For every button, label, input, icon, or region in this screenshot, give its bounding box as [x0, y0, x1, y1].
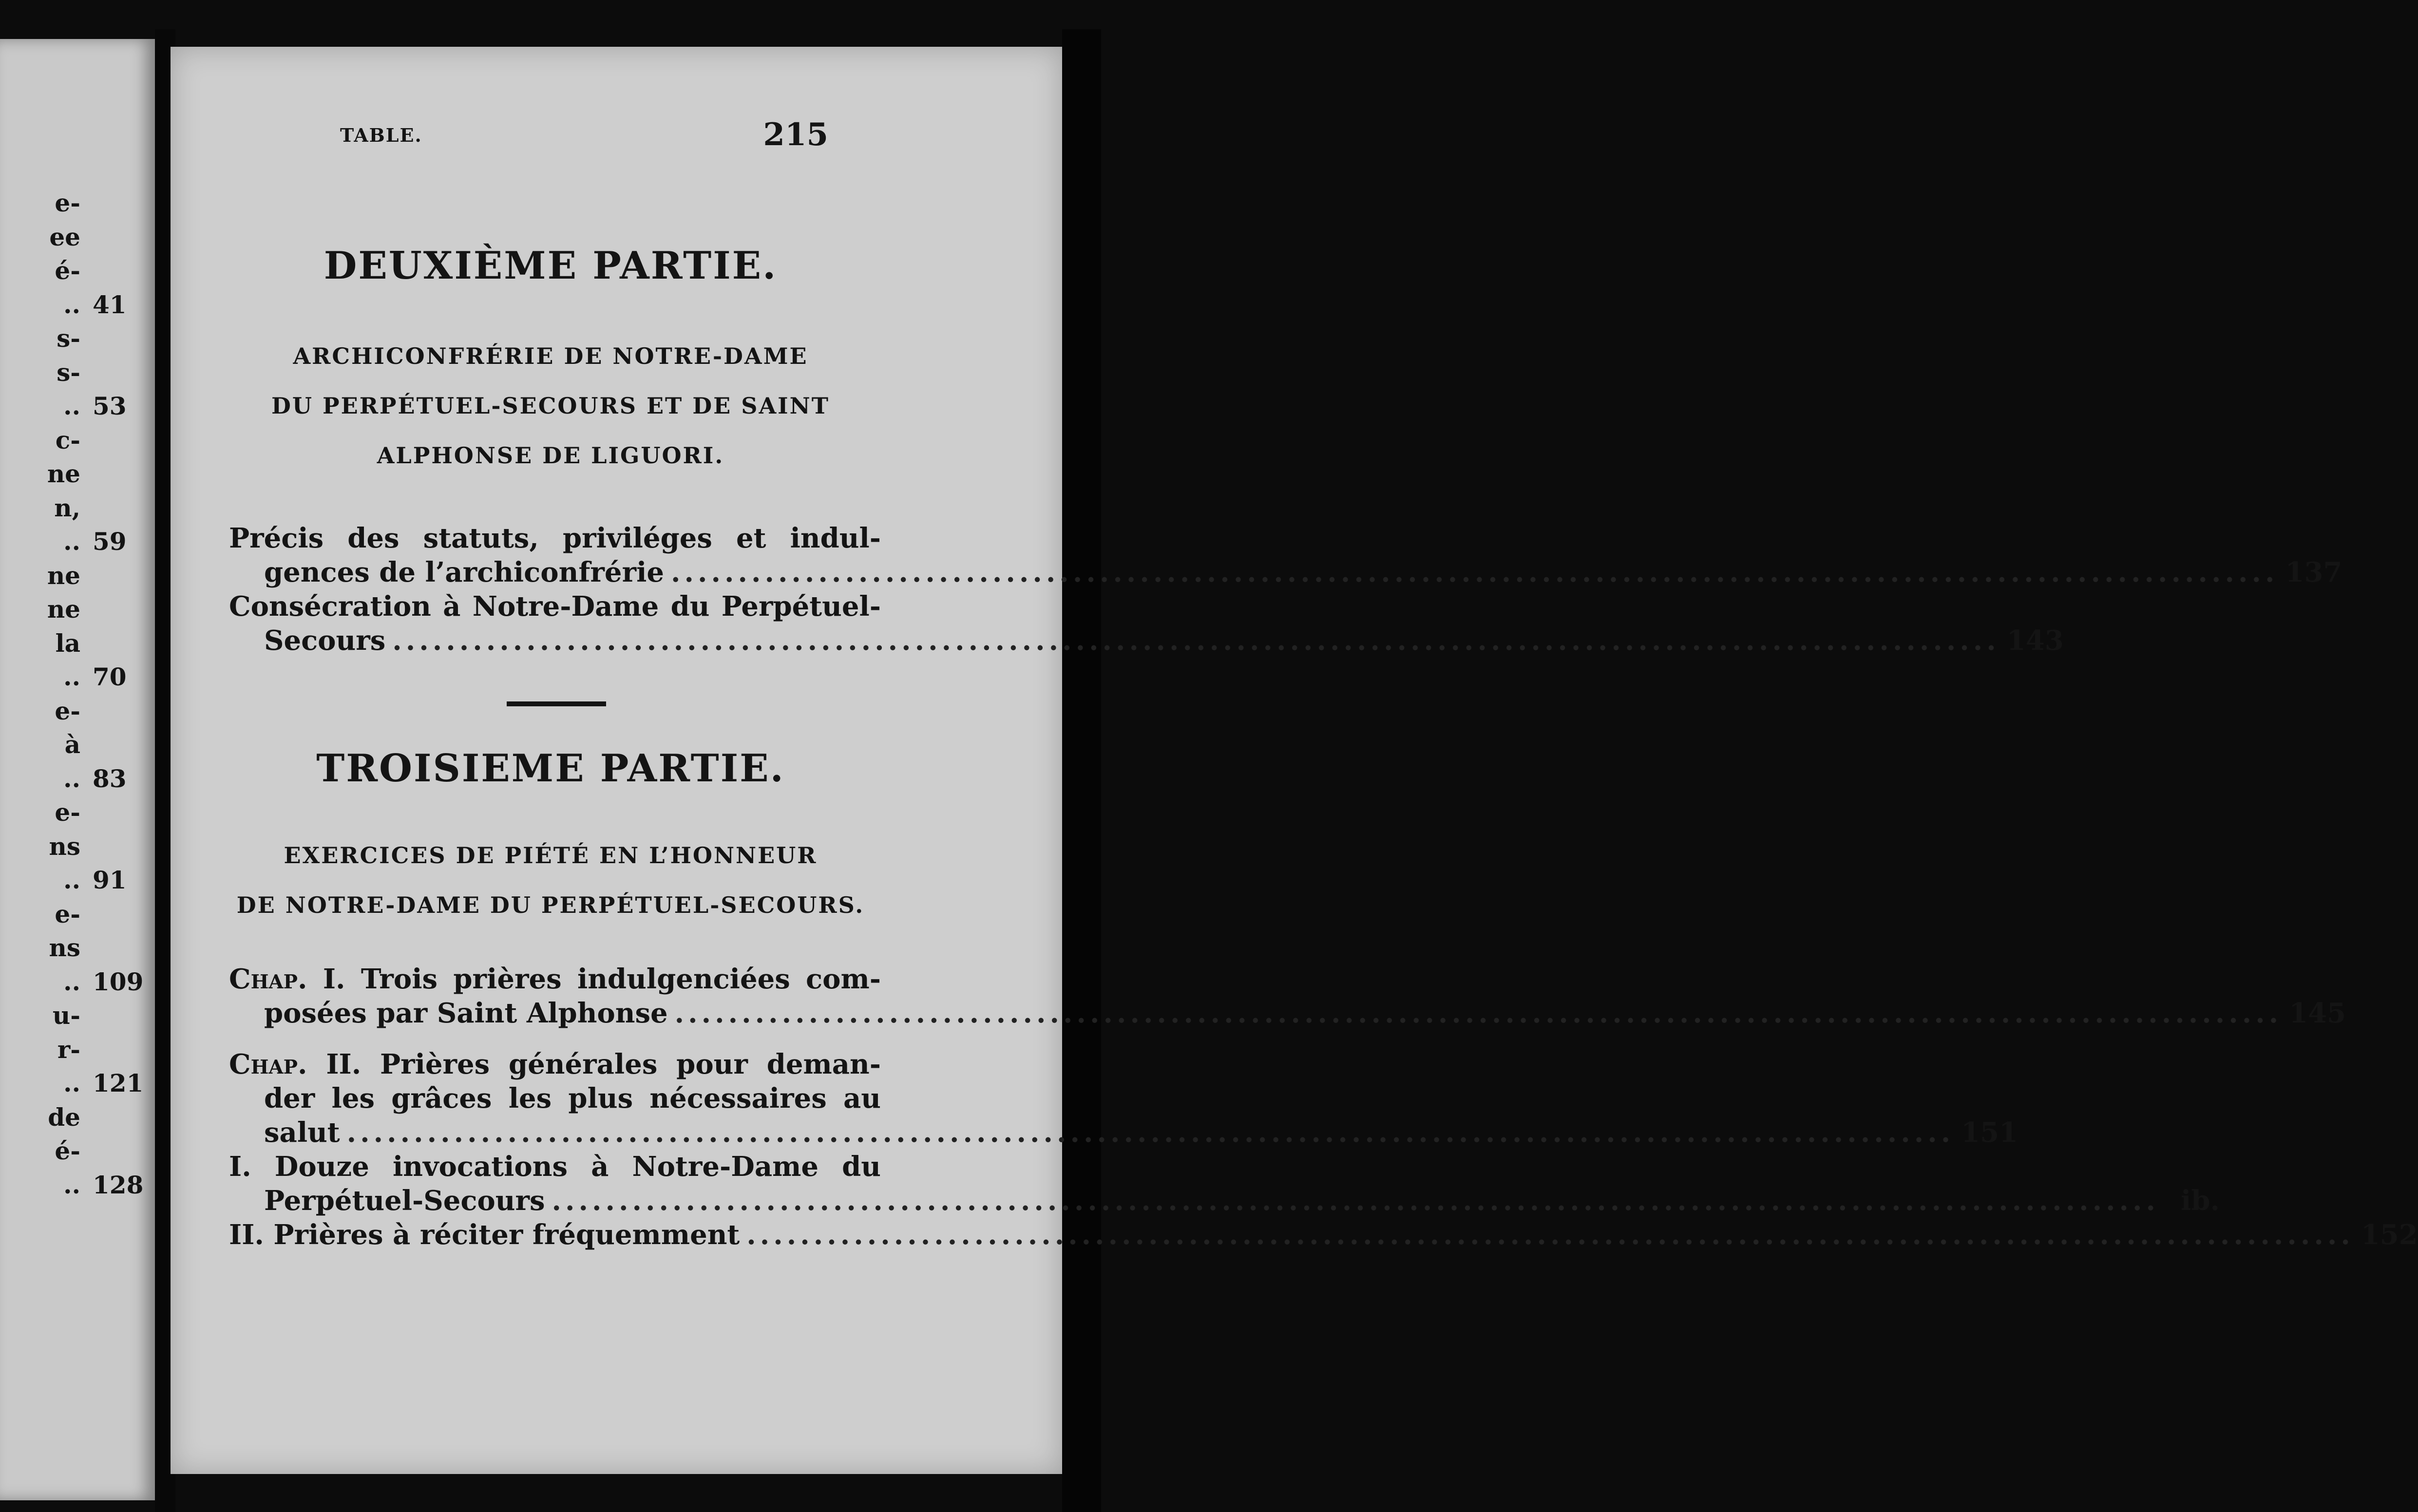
- dot-leader: ........................................................................................................................: [670, 556, 2279, 588]
- toc-entry-line: [229, 1081, 881, 1115]
- toc-page-number: 151: [1961, 1116, 2018, 1149]
- left-fragment-text: é-: [55, 256, 80, 285]
- toc-entry: [229, 962, 2346, 1030]
- toc-entry: [229, 1047, 2018, 1150]
- left-fragment-text: à: [64, 730, 80, 759]
- left-fragment-text: ee: [49, 223, 80, 251]
- left-fragment-text: ..: [63, 967, 80, 996]
- left-fragment-line: [0, 1068, 146, 1099]
- left-fragment-text: ..: [63, 527, 80, 556]
- left-fragment-text: ..: [63, 290, 80, 319]
- chapter-label: Chap.: [229, 963, 307, 995]
- left-fragment-page-number: 70: [93, 662, 127, 691]
- toc-entry-line: [229, 521, 881, 555]
- left-fragment-page-number: 91: [93, 866, 127, 894]
- section-heading-line: EXERCICES DE PIÉTÉ EN L’HONNEUR: [284, 842, 818, 869]
- toc-entry-line: [229, 1047, 881, 1081]
- left-fragment-page-number: 41: [93, 290, 127, 319]
- toc-page-number: 137: [2285, 556, 2342, 588]
- left-fragment-line: [0, 560, 146, 591]
- section-heading-line: ALPHONSE DE LIGUORI.: [377, 442, 724, 469]
- toc-entry-last-line: [229, 996, 2346, 1030]
- toc-entry: [229, 589, 2064, 658]
- left-fragment-line: [0, 1034, 146, 1065]
- left-fragment-line: [0, 1000, 146, 1031]
- left-fragment-text: ne: [47, 595, 80, 624]
- left-fragment-text: ne: [47, 459, 80, 488]
- toc-page-number: 145: [2289, 997, 2346, 1029]
- left-fragment-line: [0, 966, 146, 998]
- left-fragment-line: [0, 797, 146, 828]
- toc-entry-text: Secours: [264, 624, 386, 657]
- page-number: 215: [763, 116, 828, 153]
- left-fragment-text: s-: [57, 358, 80, 387]
- toc-entry-text: I. Douze invocations à Notre-Dame du: [229, 1151, 881, 1183]
- left-fragment-text: ..: [63, 764, 80, 793]
- left-fragment-text: n,: [54, 493, 80, 522]
- left-fragment-text: ns: [49, 832, 80, 861]
- left-fragment-text: ..: [63, 1171, 80, 1199]
- left-fragment-line: [0, 1102, 146, 1133]
- page-header: [0, 116, 1101, 158]
- left-fragment-text: de: [48, 1103, 80, 1132]
- toc-entry-text: II. Prières à réciter fréquemment: [229, 1219, 740, 1251]
- toc-page-number: 143: [2006, 624, 2064, 657]
- left-fragment-page-number: 128: [93, 1171, 144, 1199]
- left-fragment-page-number: 83: [93, 764, 127, 793]
- left-fragment-line: [0, 662, 146, 693]
- left-fragment-line: [0, 628, 146, 659]
- part-two-section-heading: [0, 331, 1101, 480]
- section-divider-rule: [507, 701, 606, 706]
- toc-entry-text: Précis des statuts, priviléges et indul-: [229, 522, 881, 554]
- left-fragment-line: [0, 188, 146, 219]
- left-fragment-text: u-: [52, 1001, 80, 1030]
- left-fragment-line: [0, 594, 146, 625]
- toc-entry-text: gences de l’archiconfrérie: [264, 556, 664, 588]
- left-fragment-line: [0, 1170, 146, 1201]
- part-three-section-heading: [0, 831, 1101, 930]
- part-two-title: DEUXIÈME PARTIE.: [324, 244, 778, 288]
- left-fragment-text: r-: [57, 1035, 80, 1064]
- running-title: TABLE.: [340, 124, 422, 146]
- toc-entry-text: posées par Saint Alphonse: [264, 997, 668, 1029]
- left-fragment-text: ..: [63, 392, 80, 420]
- left-fragment-text: e-: [55, 189, 80, 217]
- left-fragment-page-number: 109: [93, 967, 144, 996]
- toc-entry-text: Consécration à Notre-Dame du Perpétuel-: [229, 590, 881, 623]
- toc-entry-line: [229, 589, 881, 624]
- left-fragment-line: [0, 932, 146, 964]
- toc-entry-text: II. Prières générales pour deman-: [307, 1048, 881, 1080]
- left-fragment-page-number: 53: [93, 392, 127, 420]
- dot-leader: ........................................................................................................................: [392, 624, 2000, 657]
- dot-leader: ........................................................................................................................: [674, 997, 2283, 1029]
- section-heading-line: DU PERPÉTUEL-SECOURS ET DE SAINT: [271, 393, 830, 419]
- section-heading-line: DE NOTRE-DAME DU PERPÉTUEL-SECOURS.: [236, 892, 865, 918]
- toc-entry-last-line: [229, 1184, 2220, 1218]
- toc-entry: [229, 521, 2342, 589]
- left-fragment-text: e-: [55, 697, 80, 725]
- left-fragment-line: [0, 289, 146, 321]
- left-fragment-line: [0, 696, 146, 727]
- toc-entry-line: [229, 962, 881, 996]
- toc-entry-last-line: [229, 1115, 2018, 1150]
- left-fragment-text: e-: [55, 900, 80, 928]
- dot-leader: ........................................................................................................................: [552, 1185, 2160, 1217]
- left-fragment-text: é-: [55, 1136, 80, 1165]
- toc-entry: [229, 1218, 2418, 1252]
- dot-leader: ........................................................................................................................: [746, 1219, 2354, 1251]
- left-fragment-text: e-: [55, 798, 80, 827]
- toc-entry-last-line: [229, 624, 2064, 658]
- toc-entry-last-line: [229, 1218, 2418, 1252]
- left-fragment-text: ns: [49, 933, 80, 962]
- left-fragment-text: ..: [63, 866, 80, 894]
- left-fragment-text: ..: [63, 662, 80, 691]
- toc-page-number: ib.: [2181, 1185, 2220, 1217]
- toc-entry-text: der les grâces les plus nécessaires au: [264, 1082, 881, 1115]
- left-fragment-line: [0, 1135, 146, 1167]
- left-fragment-text: ne: [47, 561, 80, 590]
- toc-entry-text: I. Trois prières indulgenciées com-: [307, 963, 881, 995]
- toc-page-number: 152: [2361, 1219, 2418, 1251]
- toc-entry-text: salut: [264, 1116, 340, 1149]
- left-fragment-text: ..: [63, 1069, 80, 1097]
- left-fragment-text: c-: [55, 426, 80, 454]
- chapter-label: Chap.: [229, 1048, 307, 1080]
- left-fragment-page-number: 121: [93, 1069, 144, 1097]
- left-fragment-text: la: [55, 629, 80, 658]
- left-fragment-page-number: 59: [93, 527, 127, 556]
- section-heading-line: ARCHICONFRÉRIE DE NOTRE-DAME: [293, 343, 808, 369]
- toc-entry-text: Perpétuel-Secours: [264, 1185, 545, 1217]
- toc-entry-line: [229, 1150, 881, 1184]
- left-fragment-line: [0, 492, 146, 524]
- part-three-title: TROISIEME PARTIE.: [316, 746, 785, 791]
- toc-entry-last-line: [229, 555, 2342, 589]
- left-fragment-line: [0, 526, 146, 557]
- toc-entry: [229, 1150, 2220, 1218]
- dot-leader: ........................................................................................................................: [346, 1116, 1955, 1149]
- left-fragment-text: s-: [57, 324, 80, 353]
